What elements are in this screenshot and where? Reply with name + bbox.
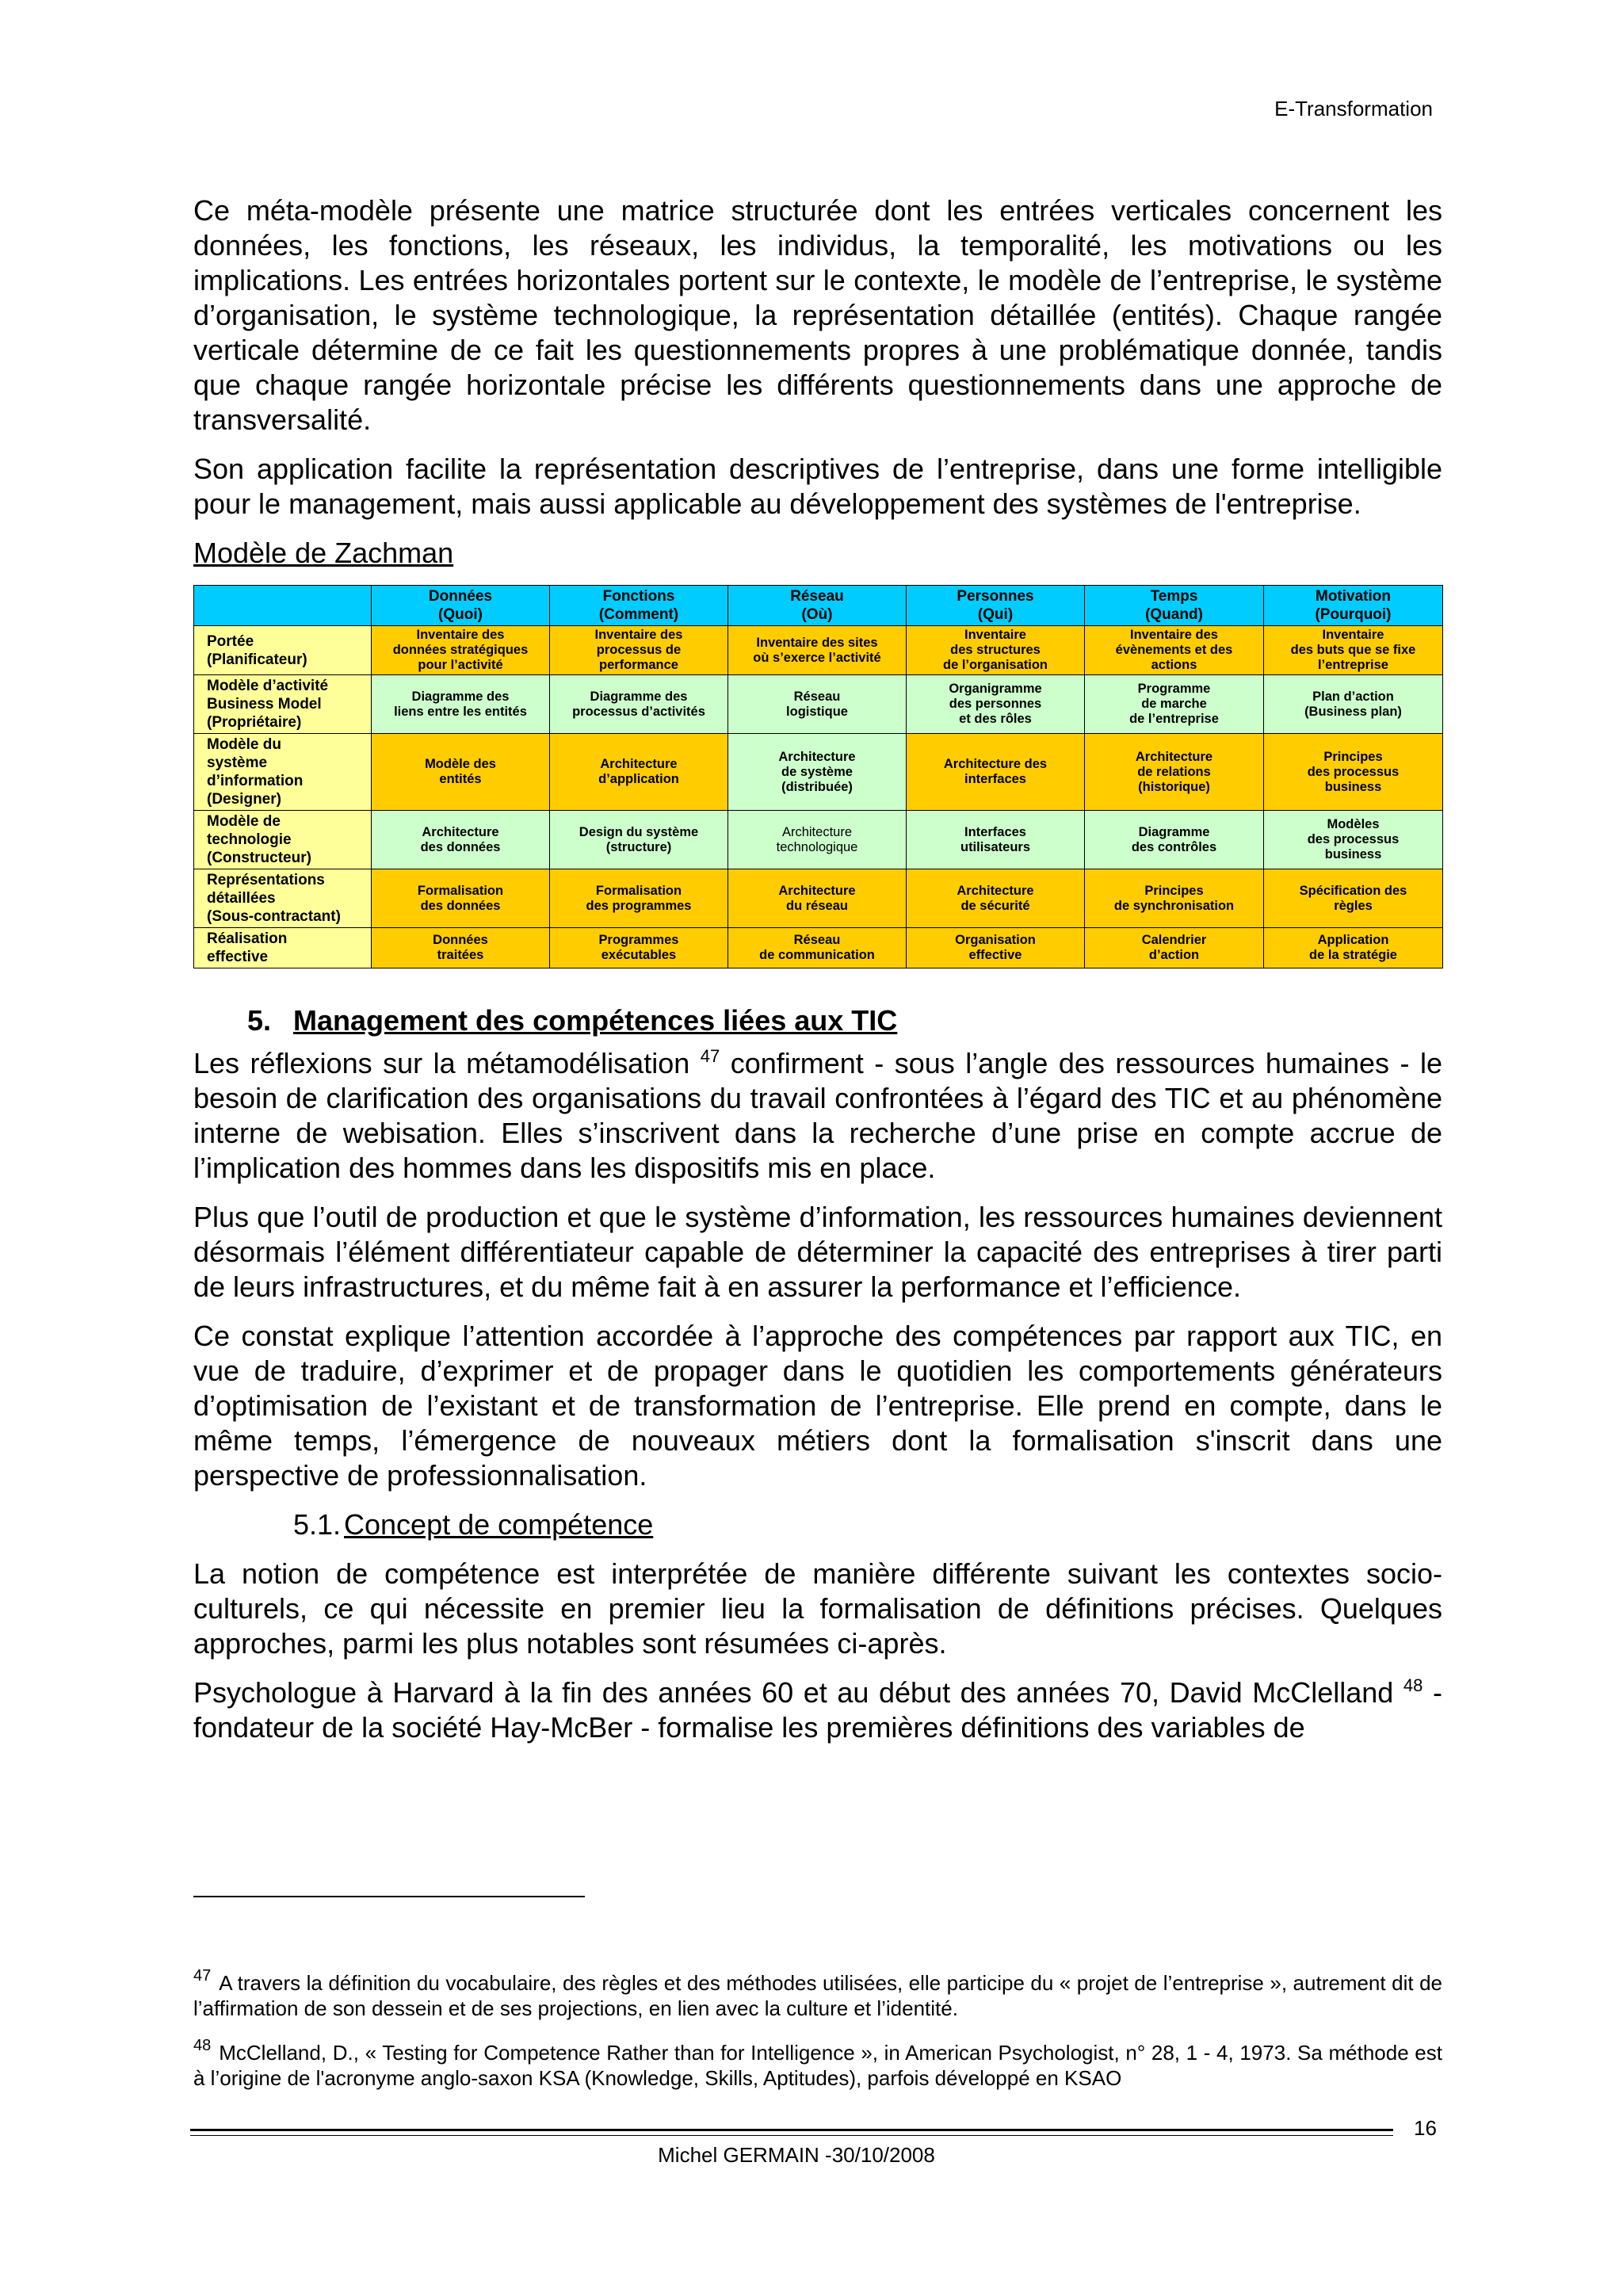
table-cell: Architecture des données — [372, 811, 550, 869]
table-cell: Diagramme des liens entre les entités — [372, 675, 550, 734]
row-header: Représentations détaillées (Sous-contractant) — [194, 869, 372, 928]
row-header: Modèle du système d’information (Designer) — [194, 734, 372, 811]
table-cell: Réseau de communication — [728, 928, 907, 968]
footer-author: Michel GERMAIN -30/10/2008 — [658, 2143, 935, 2167]
table-cell: Modèle des entités — [372, 734, 550, 811]
table-cell: Spécification des règles — [1264, 869, 1443, 928]
column-header: Fonctions (Comment) — [550, 586, 728, 626]
table-cell: Application de la stratégie — [1264, 928, 1443, 968]
table-cell: Diagramme des processus d’activités — [550, 675, 728, 734]
column-header: Réseau (Où) — [728, 586, 907, 626]
table-cell: Design du système (structure) — [550, 811, 728, 869]
table-header-row — [194, 586, 1443, 626]
table-cell: Formalisation des programmes — [550, 869, 728, 928]
table-row — [194, 869, 1443, 928]
table-cell: Organigramme des personnes et des rôles — [907, 675, 1085, 734]
footnote-ref[interactable]: 47 — [700, 1046, 720, 1066]
table-cell: Plan d’action (Business plan) — [1264, 675, 1443, 734]
table-row — [194, 811, 1443, 869]
body-paragraph: Plus que l’outil de production et que le système d’information, les ressources humaines deviennent désormais l’élément différentiateur capable de déterminer la capacité des entreprises à tirer parti de leurs infrastructures, et du même fait à en assurer la performance et l’efficience. — [193, 1201, 1442, 1303]
column-header: Personnes (Qui) — [907, 586, 1085, 626]
column-header: Motivation (Pourquoi) — [1264, 586, 1443, 626]
table-cell: Données traitées — [372, 928, 550, 968]
footnotes — [193, 1967, 1442, 2110]
subsection-title: Concept de compétence — [344, 1508, 654, 1541]
main-content — [193, 193, 1442, 1759]
row-header: Portée (Planificateur) — [194, 626, 372, 675]
footnote-ref[interactable]: 48 — [1403, 1675, 1423, 1695]
column-header: Temps (Quand) — [1085, 586, 1264, 626]
table-cell: Programmes exécutables — [550, 928, 728, 968]
table-cell: Architecture d’application — [550, 734, 728, 811]
table-cell: Programme de marche de l’entreprise — [1085, 675, 1264, 734]
table-cell: Principes de synchronisation — [1085, 869, 1264, 928]
table-cell: Modèles des processus business — [1264, 811, 1443, 869]
table-cell: Architecture du réseau — [728, 869, 907, 928]
table-cell: Formalisation des données — [372, 869, 550, 928]
subsection-number: 5.1. — [293, 1508, 342, 1541]
table-cell: Organisation effective — [907, 928, 1085, 968]
footer-rule — [190, 2129, 1393, 2131]
body-paragraph: La notion de compétence est interprétée de manière différente suivant les contextes socio-culturels, ce qui nécessite en premier lieu la formalisation de définitions précises. Quelques approches, parmi les plus notables sont résumées ci-après. — [193, 1557, 1442, 1660]
section-number: 5. — [247, 1004, 272, 1037]
table-row — [194, 734, 1443, 811]
table-cell: Architecture de relations (historique) — [1085, 734, 1264, 811]
table-cell: Inventaire des évènements et des actions — [1085, 626, 1264, 675]
footnote: $^{47}$ A travers la définition du vocabulaire, des règles et des méthodes utilisées, elle participe du « projet de l’entreprise », autrement dit de l’affirmation de son dessein et de ses projections, en lien avec la culture et l’identité. — [193, 1967, 1442, 2020]
table-row — [194, 928, 1443, 968]
body-paragraph: Les réflexions sur la métamodélisation $^{47}$ confirment - sous l’angle des ressources humaines - le besoin de clarification des organisations du travail confrontées à l’égard des TIC et au phénomène interne de webisation. Elles s’inscrivent dans la recherche d’une prise en compte accrue de l’implication des hommes dans les dispositifs mis en place. — [193, 1046, 1442, 1184]
table-cell: Inventaire des buts que se fixe l’entreprise — [1264, 626, 1443, 675]
table-cell: Architecture de sécurité — [907, 869, 1085, 928]
running-header: E-Transformation — [1274, 97, 1433, 120]
section-title: Management des compétences liées aux TIC — [293, 1004, 898, 1037]
body-paragraph: Ce constat explique l’attention accordée à l’approche des compétences par rapport aux TIC, en vue de traduire, d’exprimer et de propager dans le quotidien les comportements générateurs d’optimisation de l’existant et de transformation de l’entreprise. Elle prend en compte, dans le même temps, l’émergence de nouveaux métiers dont la formalisation s'inscrit dans une perspective de professionnalisation. — [193, 1320, 1442, 1492]
table-cell: Réseau logistique — [728, 675, 907, 734]
section-heading — [247, 1003, 1442, 1038]
zachman-table — [193, 585, 1443, 968]
table-cell: Architecture de système (distribuée) — [728, 734, 907, 811]
table-corner-cell — [194, 586, 372, 626]
column-header: Données (Quoi) — [372, 586, 550, 626]
table-row — [194, 626, 1443, 675]
footnote-separator — [193, 1896, 585, 1897]
table-cell: Interfaces utilisateurs — [907, 811, 1085, 869]
intro-paragraph: Ce méta-modèle présente une matrice structurée dont les entrées verticales concernent les données, les fonctions, les réseaux, les individus, la temporalité, les motivations ou les implications. Les entrées horizontales portent sur le contexte, le modèle de l’entreprise, le système d’organisation, le système technologique, la représentation détaillée (entités). Chaque rangée verticale détermine de ce fait les questionnements propres à une problématique donnée, tandis que chaque rangée horizontale précise les différents questionnements dans une approche de transversalité. — [193, 194, 1442, 436]
table-cell: Architecture des interfaces — [907, 734, 1085, 811]
body-paragraph: Psychologue à Harvard à la fin des années 60 et au début des années 70, David McClelland $^{48}$ - fondateur de la société Hay-McBer - formalise les premières définitions des variables de — [193, 1675, 1442, 1744]
table-cell: Inventaire des sites où s’exerce l’activité — [728, 626, 907, 675]
table-cell: Diagramme des contrôles — [1085, 811, 1264, 869]
table-cell: Inventaire des processus de performance — [550, 626, 728, 675]
row-header: Modèle de technologie (Constructeur) — [194, 811, 372, 869]
table-row — [194, 675, 1443, 734]
intro-paragraph: Son application facilite la représentation descriptives de l’entreprise, dans une forme intelligible pour le management, mais aussi applicable au développement des systèmes de l'entreprise. — [193, 453, 1442, 520]
row-header: Réalisation effective — [194, 928, 372, 968]
table-caption: Modèle de Zachman — [193, 537, 454, 569]
row-header: Modèle d’activité Business Model (Propriétaire) — [194, 675, 372, 734]
table-cell: Inventaire des données stratégiques pour l’activité — [372, 626, 550, 675]
footer-rule — [190, 2135, 1393, 2136]
subsection-heading — [293, 1507, 1442, 1542]
table-cell: Inventaire des structures de l’organisation — [907, 626, 1085, 675]
table-cell: Calendrier d’action — [1085, 928, 1264, 968]
footnote: $^{48}$ McClelland, D., « Testing for Competence Rather than for Intelligence », in American Psychologist, n° 28, 1 - 4, 1973. Sa méthode est à l’origine de l'acronyme anglo-saxon KSA (Knowledge, Skills, Aptitudes), parfois développé en KSAO — [193, 2037, 1442, 2090]
table-cell: Architecture technologique — [728, 811, 907, 869]
table-cell: Principes des processus business — [1264, 734, 1443, 811]
page-number: 16 — [1414, 2116, 1437, 2140]
